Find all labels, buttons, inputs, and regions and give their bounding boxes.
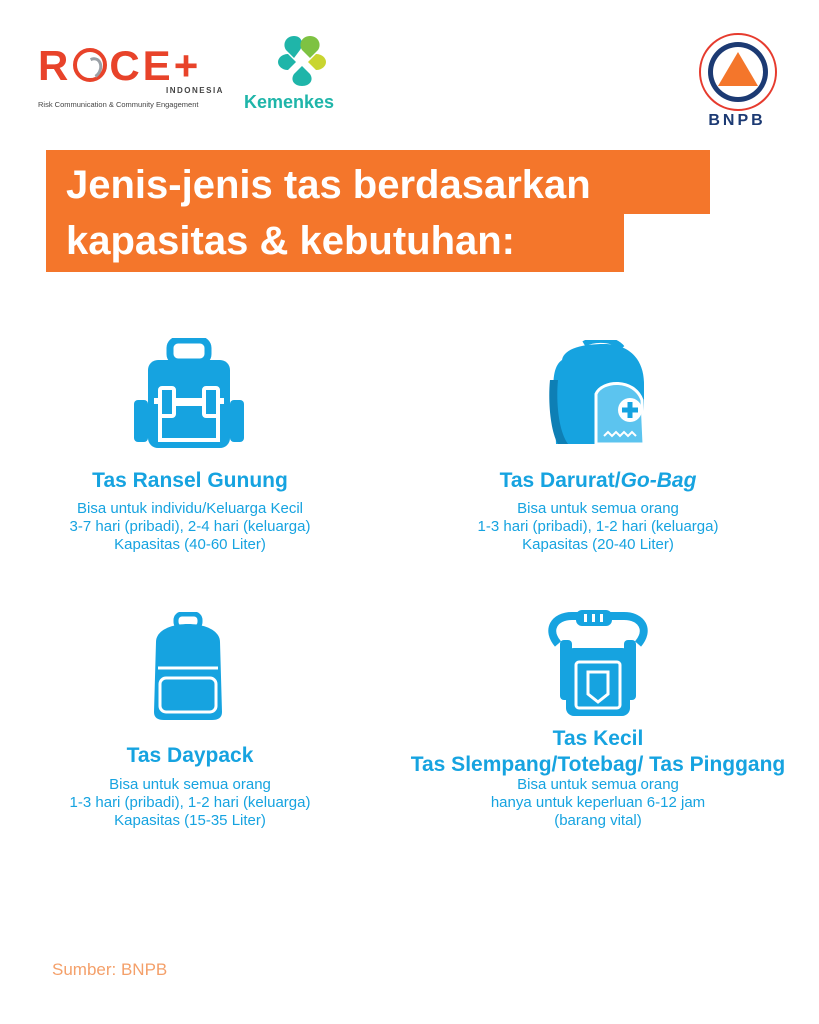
bag-desc-line: Bisa untuk semua orang	[517, 776, 679, 793]
rcce-logo	[38, 38, 238, 118]
bag-desc-ransel	[20, 500, 360, 554]
source-credit: Sumber: BNPB	[52, 960, 168, 979]
bag-desc-line: Kapasitas (15-35 Liter)	[114, 812, 266, 829]
bag-name-kecil-line-1: Tas Kecil	[552, 727, 644, 750]
page-title-line-1: Jenis-jenis tas berdasarkan	[46, 150, 710, 214]
kemenkes-wordmark: Kemenkes	[244, 92, 335, 112]
kemenkes-logo	[244, 30, 354, 120]
bag-desc-line: 1-3 hari (pribadi), 1-2 hari (keluarga)	[69, 794, 311, 811]
bag-name-daypack: Tas Daypack	[126, 744, 254, 767]
bag-desc-line: Bisa untuk individu/Keluarga Kecil	[77, 500, 303, 517]
bag-desc-line: 3-7 hari (pribadi), 2-4 hari (keluarga)	[69, 518, 311, 535]
bag-name-kecil-line-2: Tas Slempang/Totebag/ Tas Pinggang	[410, 753, 786, 776]
daypack-icon	[148, 612, 228, 722]
bag-desc-line: Kapasitas (20-40 Liter)	[522, 536, 674, 553]
bag-desc-line: Bisa untuk semua orang	[517, 500, 679, 517]
rcce-tagline: Risk Communication & Community Engagement	[38, 100, 199, 109]
bag-desc-daypack	[20, 776, 360, 830]
bag-desc-line: hanya untuk keperluan 6-12 jam	[490, 794, 706, 811]
sling-bag-icon	[540, 606, 656, 718]
emergency-backpack-icon	[544, 340, 654, 452]
bnpb-emblem-icon	[690, 30, 786, 114]
bnpb-wordmark: BNPB	[708, 112, 766, 129]
bag-desc-line: Kapasitas (40-60 Liter)	[114, 536, 266, 553]
bag-name-darurat-prefix: Tas Darurat/	[499, 469, 621, 492]
page-title-line-2: kapasitas & kebutuhan:	[46, 214, 624, 272]
bag-name-kecil	[398, 726, 798, 778]
bag-desc-line: Bisa untuk semua orang	[109, 776, 271, 793]
bag-desc-darurat	[428, 500, 768, 554]
bag-desc-line: (barang vital)	[554, 812, 642, 829]
hiking-backpack-icon	[132, 338, 246, 450]
bag-name-darurat	[448, 468, 748, 494]
rcce-subtitle: INDONESIA	[166, 86, 224, 95]
bag-desc-line: 1-3 hari (pribadi), 1-2 hari (keluarga)	[477, 518, 719, 535]
bag-name-ransel: Tas Ransel Gunung	[92, 469, 288, 492]
bag-name-darurat-italic: Go-Bag	[620, 469, 697, 492]
bag-desc-kecil	[428, 776, 768, 830]
rcce-wordmark: R CE+	[38, 42, 202, 89]
bnpb-logo	[690, 30, 786, 135]
kemenkes-mark-icon	[274, 32, 330, 88]
